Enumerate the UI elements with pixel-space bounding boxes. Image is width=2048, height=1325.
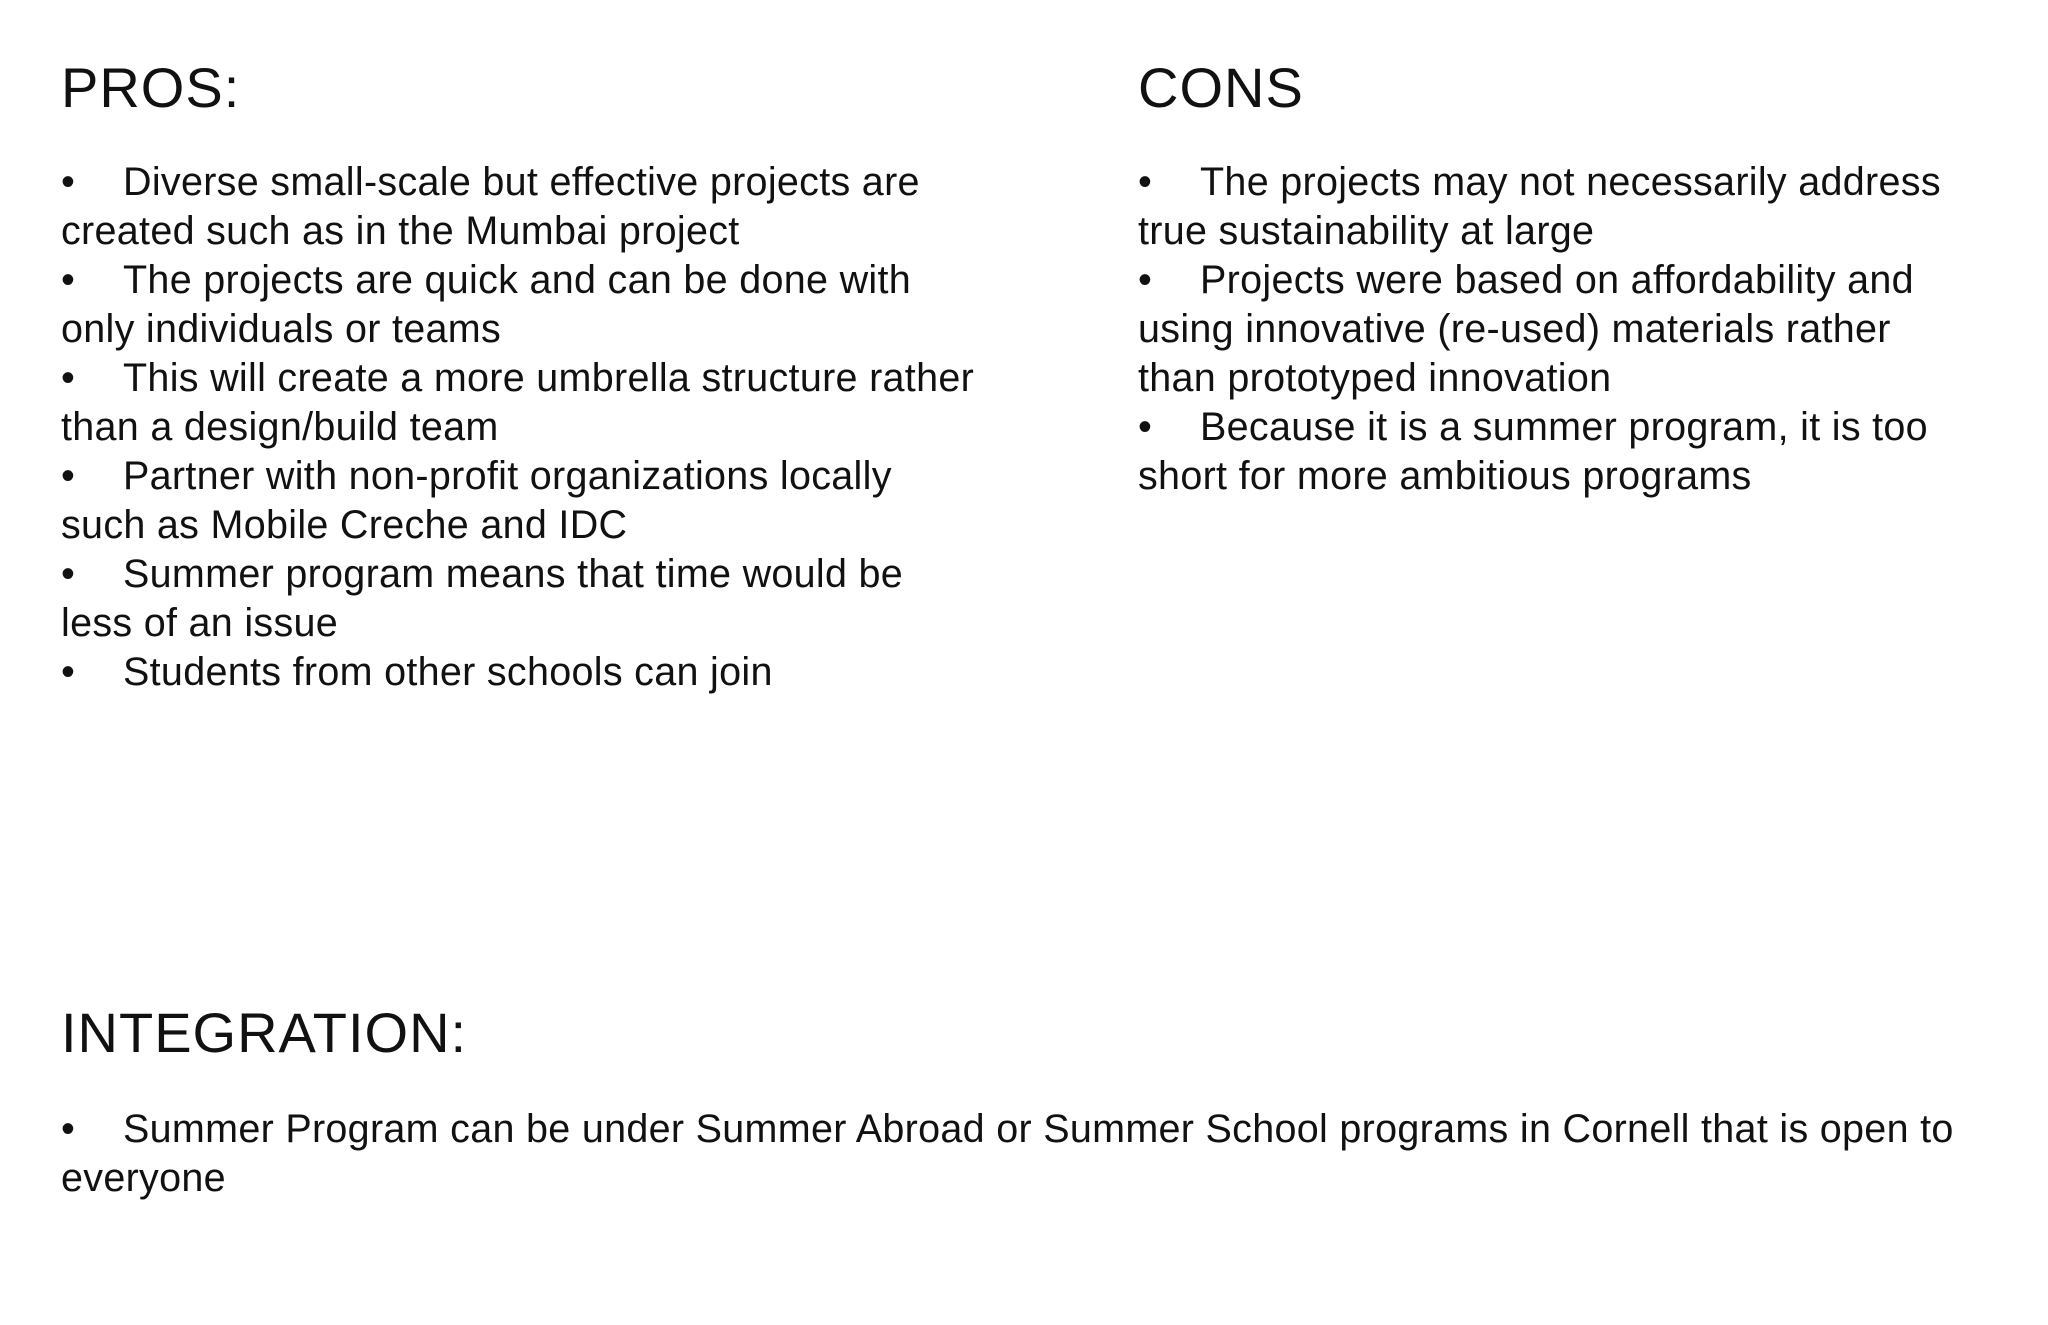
bullet-icon: • [61,552,76,596]
list-item [61,648,981,697]
list-item [1138,158,1978,256]
list-item [61,1105,2011,1203]
pros-list [61,158,981,697]
list-item-text: Projects were based on affordability and using innovative (re-used) materials rather than prototyped innovation [1138,258,1914,400]
list-item-text: The projects are quick and can be done with only individuals or teams [61,258,912,351]
list-item-text: Students from other schools can join [123,650,773,694]
list-item-text: This will create a more umbrella structure rather than a design/build team [61,356,975,449]
integration-list [61,1105,2011,1203]
bullet-icon: • [61,454,76,498]
bullet-icon: • [61,650,76,694]
list-item-text: Partner with non-profit organizations locally such as Mobile Creche and IDC [61,454,892,547]
list-item-text: The projects may not necessarily address true sustainability at large [1138,160,1941,253]
bullet-icon: • [1138,160,1153,204]
list-item [61,354,981,452]
list-item-text: Because it is a summer program, it is too short for more ambitious programs [1138,405,1928,498]
bullet-icon: • [61,356,76,400]
cons-heading: CONS [1138,56,1304,119]
list-item [61,256,981,354]
bullet-icon: • [1138,258,1153,302]
list-item [61,158,981,256]
list-item-text: Summer Program can be under Summer Abroad or Summer School programs in Cornell that is open to everyone [61,1107,1954,1200]
list-item [1138,403,1978,501]
pros-heading: PROS: [61,56,241,119]
list-item [1138,256,1978,403]
list-item [61,550,981,648]
bullet-icon: • [1138,405,1153,449]
integration-heading: INTEGRATION: [61,1001,468,1064]
list-item-text: Summer program means that time would be less of an issue [61,552,904,645]
list-item [61,452,981,550]
list-item-text: Diverse small-scale but effective projects are created such as in the Mumbai project [61,160,920,253]
cons-list [1138,158,1978,501]
bullet-icon: • [61,160,76,204]
bullet-icon: • [61,258,76,302]
bullet-icon: • [61,1107,76,1151]
